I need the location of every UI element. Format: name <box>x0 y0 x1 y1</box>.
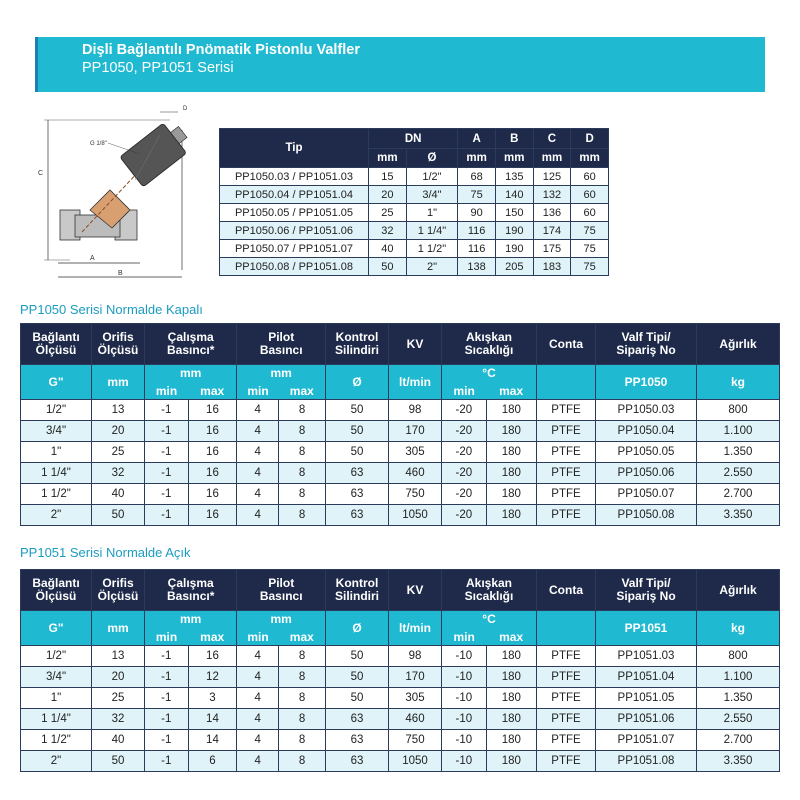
dimension-table <box>219 128 609 276</box>
max-label: max <box>279 382 326 400</box>
table-cell: 63 <box>326 709 389 730</box>
table-cell: 1 1/2" <box>21 484 92 505</box>
unit-valve-type: PP1050 <box>596 365 697 400</box>
col-header-control-cylinder: Kontrol Silindiri <box>326 570 389 611</box>
table-cell: 750 <box>389 730 442 751</box>
table-cell: 8 <box>279 667 326 688</box>
unit-header: mm <box>495 149 533 168</box>
table-cell: 174 <box>533 222 571 240</box>
table-cell: 190 <box>495 222 533 240</box>
table-row <box>220 240 609 258</box>
table-cell: 140 <box>495 186 533 204</box>
table-cell: 4 <box>237 688 279 709</box>
unit-kv: lt/min <box>389 365 442 400</box>
table-row <box>220 168 609 186</box>
table-cell: 8 <box>279 505 326 526</box>
table-cell: 180 <box>486 442 536 463</box>
table-cell: 1" <box>21 442 92 463</box>
section-title-pp1051: PP1051 Serisi Normalde Açık <box>20 545 191 560</box>
table-cell: 75 <box>571 258 609 276</box>
table-cell: 63 <box>326 751 389 772</box>
min-label: min <box>442 628 487 646</box>
table-cell: 116 <box>458 222 496 240</box>
table-cell: PP1050.05 <box>596 442 697 463</box>
max-label: max <box>486 628 536 646</box>
table-cell: 2.550 <box>697 709 780 730</box>
table-cell: 20 <box>369 186 407 204</box>
unit-fluid-temp: °C <box>442 365 537 383</box>
table-row <box>21 646 780 667</box>
table-cell: 4 <box>237 667 279 688</box>
col-header-kv: KV <box>389 570 442 611</box>
table-cell: 4 <box>237 646 279 667</box>
table-row <box>21 442 780 463</box>
table-cell: 180 <box>486 730 536 751</box>
unit-working-pressure: mm <box>145 365 237 383</box>
unit-seal <box>537 365 596 400</box>
table-cell: 63 <box>326 505 389 526</box>
col-header-seal: Conta <box>537 324 596 365</box>
table-cell: 16 <box>188 463 237 484</box>
table-cell: PP1050.04 / PP1051.04 <box>220 186 369 204</box>
unit-header: mm <box>571 149 609 168</box>
table-cell: -1 <box>145 442 189 463</box>
table-cell: 180 <box>486 400 536 421</box>
col-header-b: B <box>495 129 533 149</box>
table-cell: 63 <box>326 484 389 505</box>
table-cell: 3.350 <box>697 751 780 772</box>
table-cell: 180 <box>486 751 536 772</box>
table-cell: PP1051.04 <box>596 667 697 688</box>
table-cell: -1 <box>145 667 189 688</box>
table-row <box>21 505 780 526</box>
title-banner <box>35 37 765 92</box>
table-cell: 1" <box>21 688 92 709</box>
table-cell: -1 <box>145 463 189 484</box>
table-cell: 14 <box>188 709 237 730</box>
col-header-d: D <box>571 129 609 149</box>
table-cell: 4 <box>237 484 279 505</box>
table-cell: 180 <box>486 646 536 667</box>
section-title-pp1050: PP1050 Serisi Normalde Kapalı <box>20 302 203 317</box>
table-cell: 1 1/2" <box>406 240 458 258</box>
table-row <box>21 400 780 421</box>
table-cell: 1 1/4" <box>406 222 458 240</box>
table-cell: 2" <box>21 505 92 526</box>
table-cell: -1 <box>145 646 189 667</box>
table-cell: PP1050.05 / PP1051.05 <box>220 204 369 222</box>
col-header-pilot-pressure: Pilot Basıncı <box>237 324 326 365</box>
table-cell: -20 <box>442 442 487 463</box>
table-cell: -1 <box>145 730 189 751</box>
table-cell: 3/4" <box>21 667 92 688</box>
table-cell: PP1050.08 / PP1051.08 <box>220 258 369 276</box>
table-cell: -1 <box>145 421 189 442</box>
page-title: Dişli Bağlantılı Pnömatik Pistonlu Valfler <box>82 42 360 58</box>
table-cell: 180 <box>486 463 536 484</box>
table-cell: 125 <box>533 168 571 186</box>
table-cell: 75 <box>571 222 609 240</box>
table-cell: 16 <box>188 442 237 463</box>
table-cell: 68 <box>458 168 496 186</box>
table-cell: PP1050.06 / PP1051.06 <box>220 222 369 240</box>
table-cell: 3 <box>188 688 237 709</box>
min-label: min <box>237 382 279 400</box>
unit-control-cylinder: Ø <box>326 611 389 646</box>
table-cell: 2.700 <box>697 730 780 751</box>
table-row <box>21 667 780 688</box>
table-cell: PTFE <box>537 646 596 667</box>
table-cell: 4 <box>237 400 279 421</box>
table-cell: 180 <box>486 688 536 709</box>
table-cell: 4 <box>237 505 279 526</box>
unit-valve-type: PP1051 <box>596 611 697 646</box>
table-cell: PTFE <box>537 421 596 442</box>
unit-working-pressure: mm <box>145 611 237 629</box>
table-cell: 50 <box>326 421 389 442</box>
table-cell: 460 <box>389 463 442 484</box>
table-cell: 8 <box>279 646 326 667</box>
table-cell: 1.100 <box>697 667 780 688</box>
table-cell: 98 <box>389 646 442 667</box>
table-cell: 2" <box>406 258 458 276</box>
col-header-kv: KV <box>389 324 442 365</box>
table-row <box>21 463 780 484</box>
table-row <box>220 222 609 240</box>
table-cell: 305 <box>389 442 442 463</box>
table-row <box>21 751 780 772</box>
col-header-dn: DN <box>369 129 458 149</box>
unit-orifice: mm <box>92 611 145 646</box>
col-header-weight: Ağırlık <box>697 570 780 611</box>
table-cell: PP1050.06 <box>596 463 697 484</box>
table-cell: -1 <box>145 400 189 421</box>
valve-drawing <box>20 106 200 290</box>
max-label: max <box>188 382 237 400</box>
table-cell: 4 <box>237 730 279 751</box>
table-cell: 6 <box>188 751 237 772</box>
table-cell: PTFE <box>537 442 596 463</box>
dimension-d-label: D <box>183 106 188 112</box>
col-header-a: A <box>458 129 496 149</box>
max-label: max <box>486 382 536 400</box>
table-cell: 1 1/2" <box>21 730 92 751</box>
table-cell: 3/4" <box>21 421 92 442</box>
table-cell: 50 <box>326 400 389 421</box>
table-row <box>21 688 780 709</box>
table-cell: PP1051.03 <box>596 646 697 667</box>
min-label: min <box>237 628 279 646</box>
table-cell: 20 <box>92 421 145 442</box>
dimension-b-label: B <box>118 270 123 277</box>
table-cell: 1.350 <box>697 442 780 463</box>
col-header-fluid-temp: Akışkan Sıcaklığı <box>442 324 537 365</box>
min-label: min <box>442 382 487 400</box>
table-cell: 4 <box>237 442 279 463</box>
table-cell: 2.550 <box>697 463 780 484</box>
table-cell: 8 <box>279 688 326 709</box>
table-cell: 13 <box>92 400 145 421</box>
table-cell: 4 <box>237 709 279 730</box>
table-row <box>21 709 780 730</box>
table-cell: -10 <box>442 751 487 772</box>
table-cell: 2.700 <box>697 484 780 505</box>
table-row <box>220 204 609 222</box>
table-cell: 20 <box>92 667 145 688</box>
table-cell: 8 <box>279 442 326 463</box>
table-cell: PTFE <box>537 730 596 751</box>
table-cell: 40 <box>92 730 145 751</box>
table-cell: 8 <box>279 484 326 505</box>
unit-weight: kg <box>697 365 780 400</box>
table-cell: 16 <box>188 484 237 505</box>
table-cell: 205 <box>495 258 533 276</box>
table-cell: 3.350 <box>697 505 780 526</box>
table-cell: 50 <box>369 258 407 276</box>
table-cell: 8 <box>279 751 326 772</box>
table-cell: 1050 <box>389 751 442 772</box>
table-cell: PTFE <box>537 505 596 526</box>
table-cell: 305 <box>389 688 442 709</box>
table-cell: 40 <box>92 484 145 505</box>
table-row <box>21 730 780 751</box>
table-cell: 800 <box>697 400 780 421</box>
table-cell: 16 <box>188 646 237 667</box>
unit-seal <box>537 611 596 646</box>
table-cell: 2" <box>21 751 92 772</box>
table-cell: 1/2" <box>406 168 458 186</box>
spec-table-pp1050 <box>20 323 780 526</box>
col-header-weight: Ağırlık <box>697 324 780 365</box>
table-row <box>220 186 609 204</box>
spec-table-pp1051 <box>20 569 780 772</box>
table-cell: 180 <box>486 505 536 526</box>
min-label: min <box>145 382 189 400</box>
unit-header: mm <box>458 149 496 168</box>
table-cell: 138 <box>458 258 496 276</box>
table-cell: 50 <box>326 442 389 463</box>
dimension-a-label: A <box>90 255 95 262</box>
port-label: G 1/8" <box>90 141 107 147</box>
col-header-connection: Bağlantı Ölçüsü <box>21 324 92 365</box>
table-cell: 8 <box>279 730 326 751</box>
table-cell: 1" <box>406 204 458 222</box>
table-cell: 1 1/4" <box>21 463 92 484</box>
unit-header: mm <box>369 149 407 168</box>
table-cell: 40 <box>369 240 407 258</box>
col-header-connection: Bağlantı Ölçüsü <box>21 570 92 611</box>
table-cell: 75 <box>571 240 609 258</box>
table-cell: 13 <box>92 646 145 667</box>
table-cell: 183 <box>533 258 571 276</box>
table-cell: -20 <box>442 505 487 526</box>
col-header-working-pressure: Çalışma Basıncı* <box>145 570 237 611</box>
unit-pilot-pressure: mm <box>237 611 326 629</box>
table-cell: 63 <box>326 463 389 484</box>
table-cell: 32 <box>92 709 145 730</box>
col-header-fluid-temp: Akışkan Sıcaklığı <box>442 570 537 611</box>
table-cell: 14 <box>188 730 237 751</box>
table-cell: -10 <box>442 646 487 667</box>
table-cell: PTFE <box>537 400 596 421</box>
table-cell: PP1051.06 <box>596 709 697 730</box>
table-cell: PTFE <box>537 667 596 688</box>
table-cell: 180 <box>486 421 536 442</box>
table-cell: 8 <box>279 400 326 421</box>
table-cell: 50 <box>326 646 389 667</box>
page-subtitle: PP1050, PP1051 Serisi <box>82 60 234 76</box>
table-cell: 98 <box>389 400 442 421</box>
col-header-pilot-pressure: Pilot Basıncı <box>237 570 326 611</box>
table-cell: 170 <box>389 421 442 442</box>
table-cell: 12 <box>188 667 237 688</box>
table-cell: 175 <box>533 240 571 258</box>
max-label: max <box>188 628 237 646</box>
table-cell: -20 <box>442 484 487 505</box>
table-cell: 25 <box>92 442 145 463</box>
table-cell: PP1050.03 / PP1051.03 <box>220 168 369 186</box>
table-cell: -10 <box>442 688 487 709</box>
table-cell: -1 <box>145 688 189 709</box>
table-cell: 180 <box>486 667 536 688</box>
table-cell: 90 <box>458 204 496 222</box>
table-cell: 60 <box>571 168 609 186</box>
table-cell: PP1051.05 <box>596 688 697 709</box>
table-cell: 1.100 <box>697 421 780 442</box>
table-cell: -1 <box>145 484 189 505</box>
table-cell: 1/2" <box>21 646 92 667</box>
table-cell: PP1051.08 <box>596 751 697 772</box>
unit-orifice: mm <box>92 365 145 400</box>
table-row <box>220 258 609 276</box>
table-cell: 1.350 <box>697 688 780 709</box>
table-cell: 170 <box>389 667 442 688</box>
dimension-c-label: C <box>38 170 44 177</box>
unit-header: Ø <box>406 149 458 168</box>
table-cell: 50 <box>92 505 145 526</box>
unit-weight: kg <box>697 611 780 646</box>
table-cell: PP1050.07 / PP1051.07 <box>220 240 369 258</box>
table-cell: -20 <box>442 400 487 421</box>
unit-pilot-pressure: mm <box>237 365 326 383</box>
col-header-valve-type: Valf Tipi/ Sipariş No <box>596 570 697 611</box>
col-header-working-pressure: Çalışma Basıncı* <box>145 324 237 365</box>
table-cell: 63 <box>326 730 389 751</box>
table-cell: 50 <box>326 667 389 688</box>
table-cell: 8 <box>279 463 326 484</box>
table-row <box>21 484 780 505</box>
min-label: min <box>145 628 189 646</box>
table-cell: PP1050.07 <box>596 484 697 505</box>
table-cell: -10 <box>442 730 487 751</box>
table-cell: 50 <box>326 688 389 709</box>
table-cell: 75 <box>458 186 496 204</box>
table-cell: -10 <box>442 667 487 688</box>
table-cell: 180 <box>486 709 536 730</box>
unit-connection: G" <box>21 611 92 646</box>
table-cell: 32 <box>369 222 407 240</box>
table-cell: PP1050.03 <box>596 400 697 421</box>
unit-fluid-temp: °C <box>442 611 537 629</box>
col-header-seal: Conta <box>537 570 596 611</box>
table-row <box>21 421 780 442</box>
table-cell: -1 <box>145 751 189 772</box>
col-header-valve-type: Valf Tipi/ Sipariş No <box>596 324 697 365</box>
table-cell: 116 <box>458 240 496 258</box>
table-cell: PTFE <box>537 463 596 484</box>
table-cell: -20 <box>442 463 487 484</box>
table-cell: PP1051.07 <box>596 730 697 751</box>
table-cell: PTFE <box>537 709 596 730</box>
col-header-orifice: Orifis Ölçüsü <box>92 324 145 365</box>
table-cell: PP1050.08 <box>596 505 697 526</box>
table-cell: -1 <box>145 709 189 730</box>
table-cell: 25 <box>369 204 407 222</box>
col-header-tip: Tip <box>220 129 369 168</box>
table-cell: PP1050.04 <box>596 421 697 442</box>
table-cell: 135 <box>495 168 533 186</box>
table-cell: 800 <box>697 646 780 667</box>
table-cell: 16 <box>188 505 237 526</box>
table-cell: 190 <box>495 240 533 258</box>
table-cell: 16 <box>188 421 237 442</box>
table-cell: 60 <box>571 186 609 204</box>
table-cell: 180 <box>486 484 536 505</box>
table-cell: 3/4" <box>406 186 458 204</box>
table-cell: 4 <box>237 421 279 442</box>
table-cell: PTFE <box>537 484 596 505</box>
unit-kv: lt/min <box>389 611 442 646</box>
table-cell: 8 <box>279 421 326 442</box>
unit-control-cylinder: Ø <box>326 365 389 400</box>
table-cell: 8 <box>279 709 326 730</box>
table-cell: 25 <box>92 688 145 709</box>
table-cell: 15 <box>369 168 407 186</box>
max-label: max <box>279 628 326 646</box>
table-cell: -1 <box>145 505 189 526</box>
table-cell: 136 <box>533 204 571 222</box>
table-cell: 32 <box>92 463 145 484</box>
table-cell: PTFE <box>537 751 596 772</box>
table-cell: 4 <box>237 751 279 772</box>
table-cell: 1 1/4" <box>21 709 92 730</box>
table-cell: 4 <box>237 463 279 484</box>
table-cell: 1/2" <box>21 400 92 421</box>
unit-header: mm <box>533 149 571 168</box>
table-cell: 150 <box>495 204 533 222</box>
table-cell: 460 <box>389 709 442 730</box>
table-cell: 60 <box>571 204 609 222</box>
table-cell: 16 <box>188 400 237 421</box>
table-cell: PTFE <box>537 688 596 709</box>
table-cell: 50 <box>92 751 145 772</box>
table-cell: 750 <box>389 484 442 505</box>
col-header-control-cylinder: Kontrol Silindiri <box>326 324 389 365</box>
col-header-c: C <box>533 129 571 149</box>
table-cell: -20 <box>442 421 487 442</box>
col-header-orifice: Orifis Ölçüsü <box>92 570 145 611</box>
table-cell: 132 <box>533 186 571 204</box>
table-cell: 1050 <box>389 505 442 526</box>
unit-connection: G" <box>21 365 92 400</box>
table-cell: -10 <box>442 709 487 730</box>
